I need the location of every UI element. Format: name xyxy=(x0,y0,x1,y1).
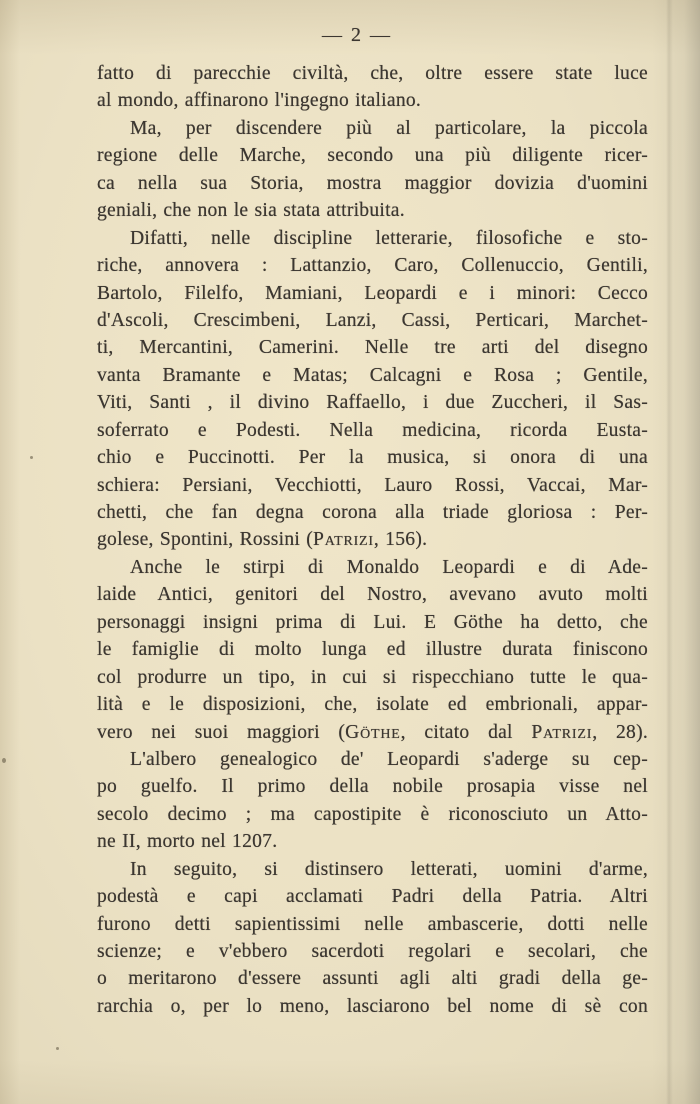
small-caps-text: Patrizi xyxy=(531,721,593,743)
text-line: podestà e capi acclamati Padri della Patria. Altri xyxy=(97,886,648,908)
text-line: regione delle Marche, secondo una più diligente ricer- xyxy=(97,145,648,167)
text-line: furono detti sapientissimi nelle ambascerie, dotti nelle xyxy=(97,913,648,935)
text-line: personaggi insigni prima di Lui. E Göthe ha detto, che xyxy=(97,611,648,633)
text-line: laide Antici, genitori del Nostro, avevano avuto molti xyxy=(97,584,648,606)
text-line: ca nella sua Storia, mostra maggior dovizia d'uomini xyxy=(97,172,648,194)
page-number-header: — 2 — xyxy=(322,24,392,46)
text-line: le famiglie di molto lunga ed illustre durata finiscono xyxy=(97,639,648,661)
text-line: scienze; e v'ebbero sacerdoti regolari e secolari, che xyxy=(97,941,648,962)
text-line: d'Ascoli, Crescimbeni, Lanzi, Cassi, Perticari, Marchet- xyxy=(97,309,648,331)
text-line: chetti, che fan degna corona alla triade gloriosa : Per- xyxy=(97,502,648,523)
text-line: fatto di parecchie civiltà, che, oltre essere state luce xyxy=(97,63,648,84)
text-line: rarchia o, per lo meno, lasciarono bel nome di sè con xyxy=(97,995,648,1017)
text-line: lità e le disposizioni, che, isolate ed embrionali, appar- xyxy=(97,694,648,716)
text-line: secolo decimo ; ma capostipite è riconosciuto un Atto- xyxy=(97,803,648,825)
text-line: col produrre un tipo, in cui si rispecchiano tutte le qua- xyxy=(97,666,648,688)
text-line: L'albero genealogico de' Leopardi s'aderge su cep- xyxy=(130,748,648,770)
text-line: chio e Puccinotti. Per la musica, si onora di una xyxy=(97,447,648,469)
text-block xyxy=(97,60,648,1020)
text-line: golese, Spontini, Rossini (Patrizi, 156). xyxy=(97,529,428,551)
text-line: po guelfo. Il primo della nobile prosapia visse nel xyxy=(97,776,648,798)
text-line: riche, annovera : Lattanzio, Caro, Collenuccio, Gentili, xyxy=(97,255,648,277)
text-line: vero nei suoi maggiori (Göthe, citato dal Patrizi, 28). xyxy=(97,721,648,743)
text-line: Difatti, nelle discipline letterarie, filosofiche e sto- xyxy=(130,227,648,249)
text-line: Anche le stirpi di Monaldo Leopardi e di Ade- xyxy=(130,556,648,578)
text-line: ne II, morto nel 1207. xyxy=(97,831,278,853)
text-line: ti, Mercantini, Camerini. Nelle tre arti del disegno xyxy=(97,337,648,359)
text-line: schiera: Persiani, Vecchiotti, Lauro Rossi, Vaccai, Mar- xyxy=(97,474,648,496)
small-caps-text: Patrizi xyxy=(313,529,374,551)
scan-speck xyxy=(2,758,6,763)
text-line: vanta Bramante e Matas; Calcagni e Rosa ; Gentile, xyxy=(97,364,648,386)
text-line: Viti, Santi , il divino Raffaello, i due Zuccheri, il Sas- xyxy=(97,392,648,414)
text-line: al mondo, affinarono l'ingegno italiano. xyxy=(97,90,422,112)
text-line: In seguito, si distinsero letterati, uomini d'arme, xyxy=(130,858,648,880)
scan-speck xyxy=(30,456,33,459)
text-line: Bartolo, Filelfo, Mamiani, Leopardi e i minori: Cecco xyxy=(97,282,648,304)
scan-speck xyxy=(56,1047,59,1050)
text-line: geniali, che non le sia stata attribuita. xyxy=(97,200,405,222)
small-caps-text: Göthe xyxy=(345,721,401,743)
text-line: Ma, per discendere più al particolare, la piccola xyxy=(130,117,648,139)
text-line: soferrato e Podesti. Nella medicina, ricorda Eusta- xyxy=(97,419,648,441)
text-line: o meritarono d'essere assunti agli alti gradi della ge- xyxy=(97,968,648,990)
